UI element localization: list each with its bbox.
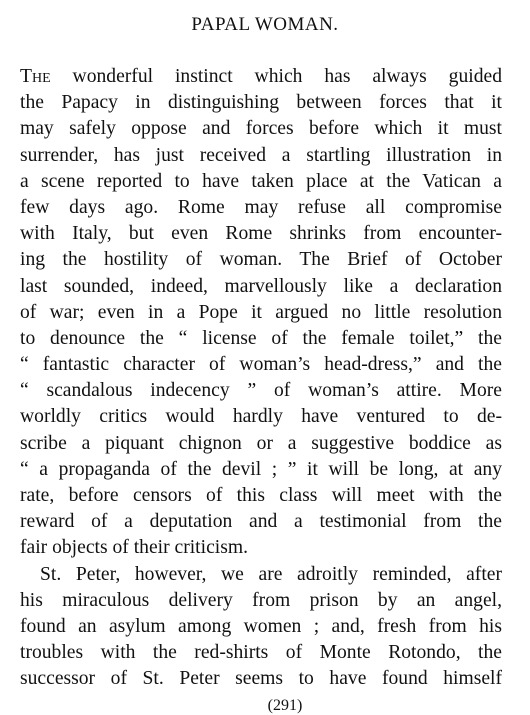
text-line: of war; even in a Pope it argued no little resolution xyxy=(20,301,502,323)
text-line: to denounce the “ license of the female toilet,” the xyxy=(20,327,502,349)
text-line: St. Peter, however, we are adroitly reminded, after xyxy=(40,563,502,585)
text-line: rate, before censors of this class will meet with the xyxy=(20,485,502,506)
text-line: fair objects of their criticism. xyxy=(20,537,248,559)
text-line: a scene reported to have taken place at the Vatican a xyxy=(20,170,502,192)
page-number: (291) xyxy=(267,697,303,714)
text-line: found an asylum among women ; and, fresh from his xyxy=(20,615,502,637)
text-line: successor of St. Peter seems to have found himself xyxy=(20,668,502,690)
text-line: ing the hostility of woman. The Brief of October xyxy=(20,249,502,271)
article-title: PAPAL WOMAN. xyxy=(191,14,339,35)
text-line: “ a propaganda of the devil ; ” it will be long, at any xyxy=(20,458,502,480)
text-line: troubles with the red-shirts of Monte Rotondo, the xyxy=(20,642,502,664)
paragraph-1 xyxy=(20,64,502,562)
paragraph-2 xyxy=(20,562,502,693)
text-line: reward of a deputation and a testimonial from the xyxy=(20,511,502,533)
article-body xyxy=(20,64,502,693)
text-line: worldly critics would hardly have ventured to de- xyxy=(20,406,502,428)
text-line: the Papacy in distinguishing between forces that it xyxy=(20,92,502,114)
text-line: his miraculous delivery from prison by an angel, xyxy=(20,589,502,611)
text-line: The wonderful instinct which has always guided xyxy=(20,66,502,87)
text-line: may safely oppose and forces before which it must xyxy=(20,118,502,140)
text-line: “ scandalous indecency ” of woman’s attire. More xyxy=(20,380,502,402)
drop-word: The xyxy=(20,66,51,87)
text-line: “ fantastic character of woman’s head-dress,” and the xyxy=(20,354,502,376)
text-line: scribe a piquant chignon or a suggestive boddice as xyxy=(20,432,502,454)
text-line: surrender, has just received a startling illustration in xyxy=(20,144,502,166)
text-line: last sounded, indeed, marvellously like a declaration xyxy=(20,275,502,297)
text-line: few days ago. Rome may refuse all compromise xyxy=(20,196,502,218)
text-line: with Italy, but even Rome shrinks from encounter- xyxy=(20,223,502,245)
